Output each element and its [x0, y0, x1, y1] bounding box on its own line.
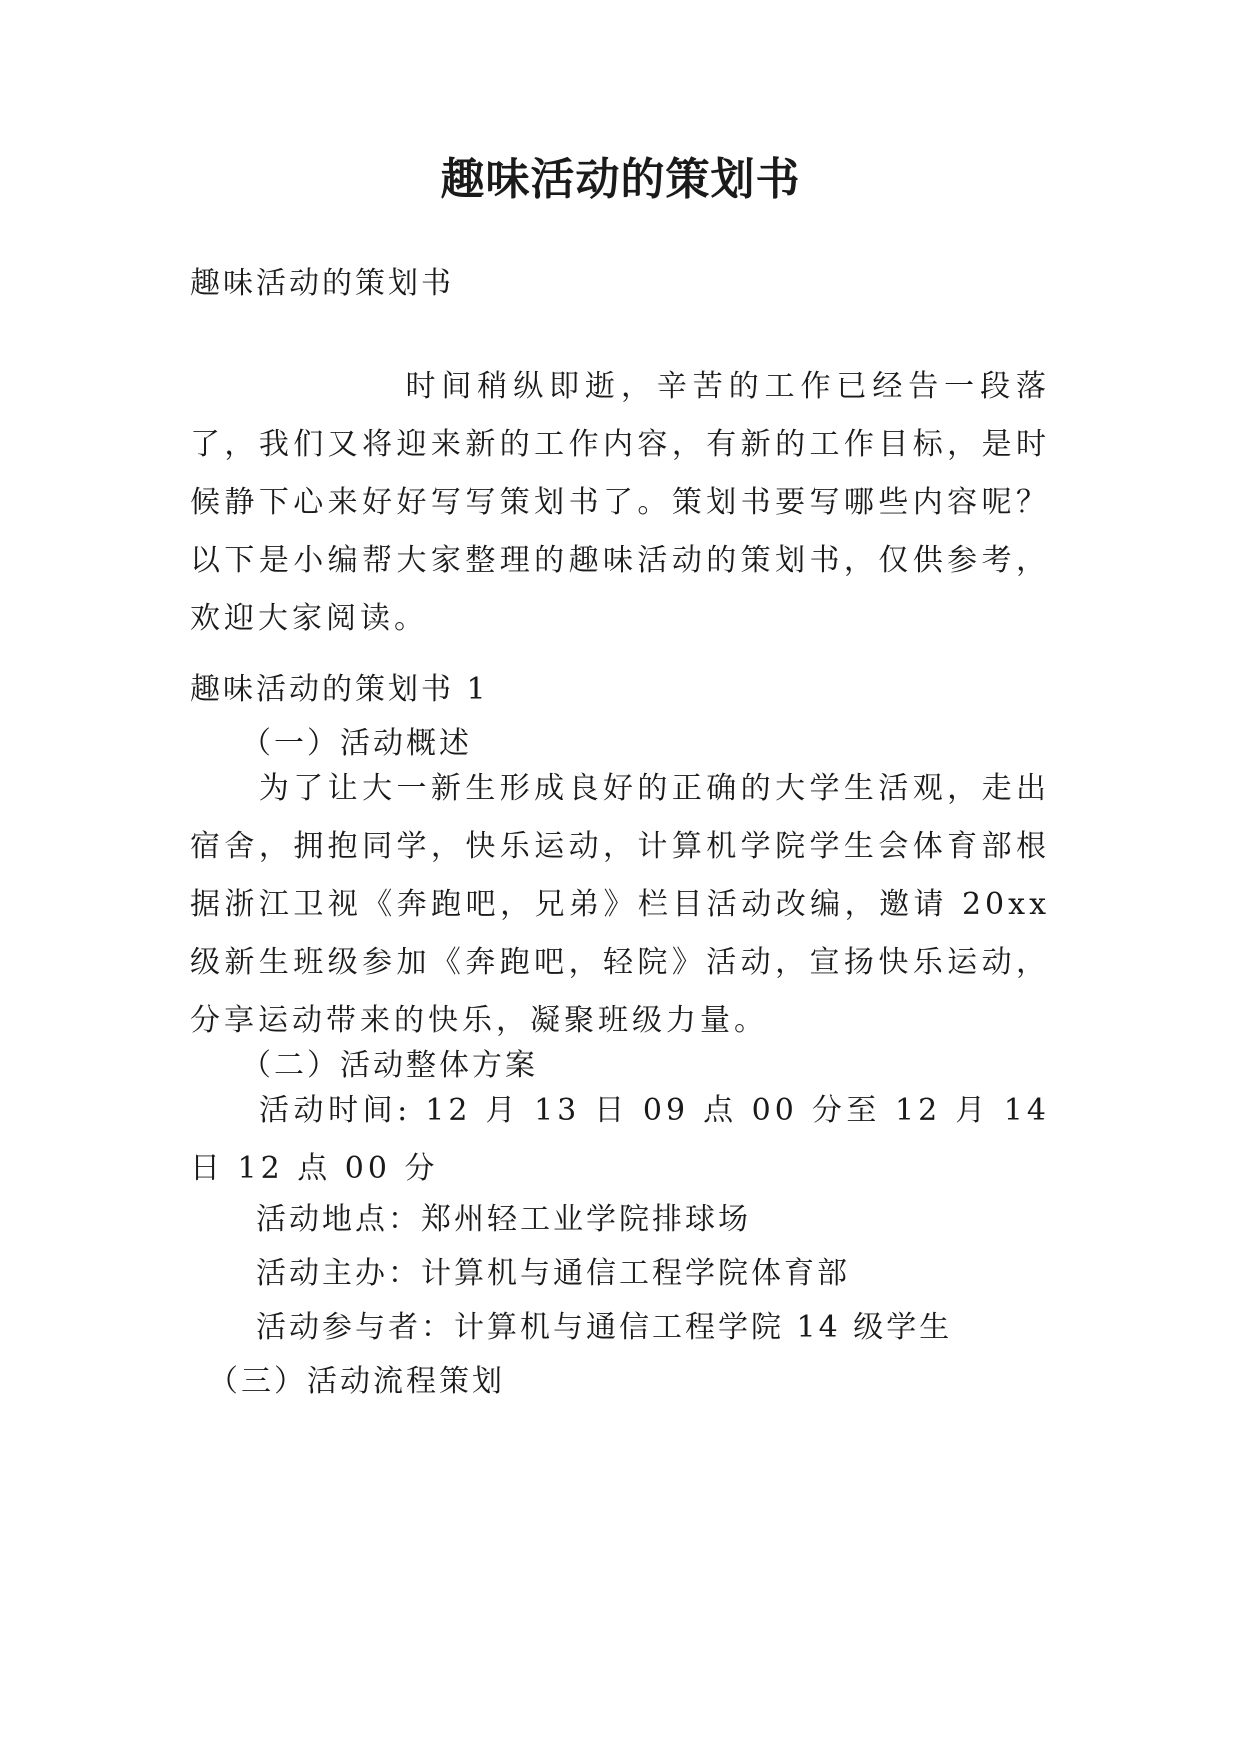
activity-time: 活动时间: 12 月 13 日 09 点 00 分至 12 月 14 日 12 点 00 分 [190, 1093, 1050, 1186]
document-subtitle: 趣味活动的策划书 [190, 266, 454, 301]
intro-paragraph: 时间稍纵即逝，辛苦的工作已经告一段落了，我们又将迎来新的工作内容，有新的工作目标，是时候静下心来好好写写策划书了。策划书要写哪些内容呢？以下是小编帮大家整理的趣味活动的策划书，仅供参考，欢迎大家阅读。 [190, 369, 1050, 636]
part1-paragraph: 为了让大一新生形成良好的正确的大学生活观，走出宿舍，拥抱同学，快乐运动，计算机学院学生会体育部根据浙江卫视《奔跑吧，兄弟》栏目活动改编，邀请 20xx 级新生班级参加《奔跑吧，轻院》活动，宣扬快乐运动，分享运动带来的快乐，凝聚班级力量。 [190, 771, 1050, 1038]
part3-heading: （三）活动流程策划 [190, 1364, 505, 1399]
activity-location: 活动地点：郑州轻工业学院排球场 [190, 1202, 751, 1237]
activity-organizer: 活动主办：计算机与通信工程学院体育部 [190, 1256, 850, 1291]
document-title: 趣味活动的策划书 [440, 154, 801, 205]
activity-participants: 活动参与者：计算机与通信工程学院 14 级学生 [190, 1310, 953, 1345]
part2-heading: （二）活动整体方案 [190, 1048, 538, 1083]
part1-heading: （一）活动概述 [190, 726, 472, 761]
section-heading: 趣味活动的策划书 1 [190, 672, 489, 707]
